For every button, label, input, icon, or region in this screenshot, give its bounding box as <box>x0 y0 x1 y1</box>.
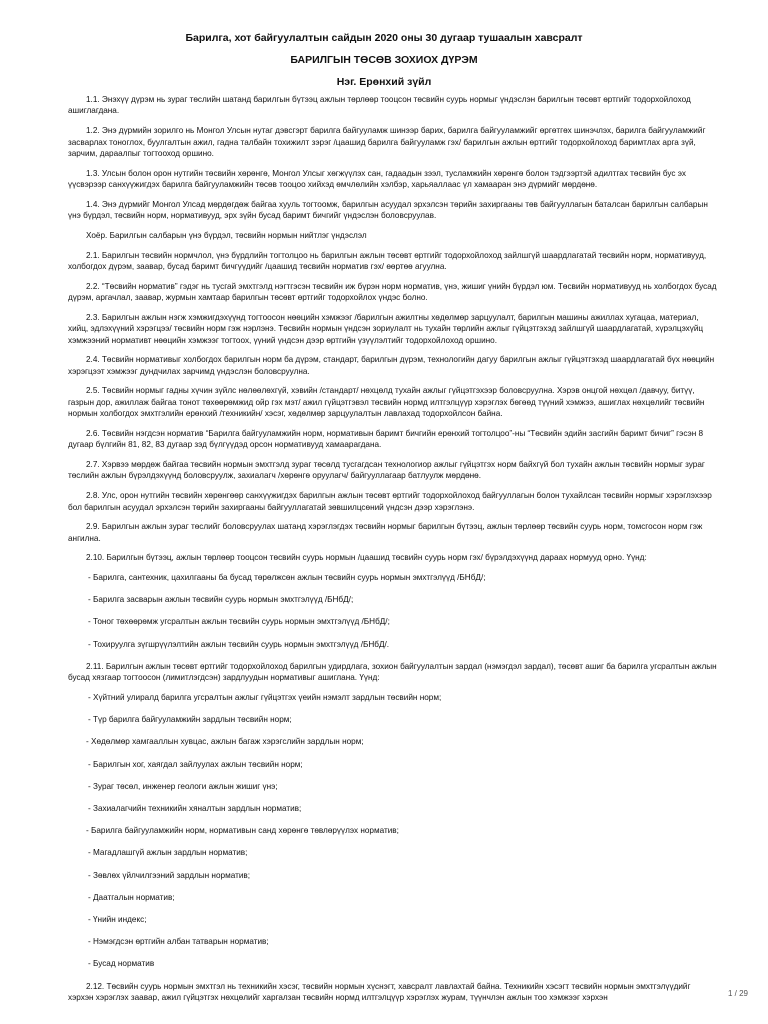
paragraph-1-4: 1.4. Энэ дүрмийг Монгол Улсад мөрдөгдөж байгаа хууль тогтоомж, барилгын асуудал эрхэлсэн төрийн захиргааны төв байгууллагын баталсан барилгын салбарын үнэ бүрдэл, төсвийн норм, нормативууд, эрх зүйн бусад баримт бичгийг үндэслэн боловсруулав. <box>68 199 708 221</box>
document-body <box>68 94 718 1012</box>
paragraph-2-12: 2.12. Төсвийн суурь нормын эмхтгэл нь техникийн хэсэг, төсвийн нормын хүснэгт, хавсралт лавлахтай байна. Техникийн хэсэгт төсвийн нормын эмхтгэлүүдийг хэрхэн хэрэглэх заавар, ажил гүйцэтгэх нөхцөлийг харгалзан төсвийн нормд илтгэлцүүр хэрэглэх журам, түүнчлэн ажлын тоо хэмжээг хэрхэн <box>68 981 691 1003</box>
paragraph-2-7: 2.7. Хэрвээ мөрдөж байгаа төсвийн нормын эмхтгэлд зураг төсөлд тусгагдсан технологиор ажлыг гүйцэтгэх норм байхгүй бол тухайн ажлын төсвийн нормыг зураг төслийн ажлын бүрэлдэхүүнд боловсруулж, захиалагч /хөрөнгө оруулагч/ байгууллагаар батлуулж мөрдөнө. <box>68 460 705 481</box>
list-item: - Хүйтний улиралд барилга угсралтын ажлыг гүйцэтгэх үеийн нэмэлт зардлын төсвийн норм; <box>88 692 442 702</box>
paragraph-2-10: 2.10. Барилгын бүтээц, ажлын төрлөөр тооцсон төсвийн суурь нормын /цаашид төсвийн суурь норм гэх/ бүрэлдэхүүнд дараах нормууд орно. Үүнд: <box>86 553 647 563</box>
list-item: - Магадлашгүй ажлын зардлын норматив; <box>88 848 248 858</box>
paragraph-1-3: 1.3. Улсын болон орон нутгийн төсвийн хөрөнгө, Монгол Улсыг хөгжүүлэх сан, гадаадын зээл, тусламжийн хөрөнгө болон тэдгээртэй адилтгах төсвийн бус эх үүсвэрээр санхүүжигдэх барилга байгууламжийн төсөв тооцоо хийхэд өмчлөлийн хэлбэр, харьяаллаас үл хамааран энэ дүрмийг мөрдөнө. <box>68 168 686 190</box>
paragraph-2-6: 2.6. Төсвийн нэгдсэн норматив “Барилга байгууламжийн норм, нормативын баримт бичгийн ерөнхий тогтолцоо”-ны “Төсвийн эдийн засгийн баримт бичиг” гэсэн 8 дугаар бүлгийн 81, 82, 83 дугаар зэд бүлгүүдэд орсон нормативууд хамаарагдана. <box>68 428 704 450</box>
paragraph-2-9: 2.9. Барилгын ажлын зураг төслийг боловсруулах шатанд хэрэглэгдэх төсвийн нормыг барилгын бүтээц, ажлын төрлөөр төсвийн суурь норм, томсгосон норм гэж ангилна. <box>68 522 703 543</box>
paragraph-2-1: 2.1. Барилгын төсвийн нормчлол, үнэ бүрдлийн тогтолцоо нь барилгын ажлын төсөвт өртгийг тодорхойлоход зайлшгүй шаардлагатай төсвийн норм, нормативууд, холбогдох дүрэм, заавар, бусад баримт бичгүүдийг /цаашид төсвийн норматив гэх/ өөртөө агуулна. <box>68 250 707 271</box>
section-two-heading: Хоёр. Барилгын салбарын үнэ бүрдэл, төсвийн нормын нийтлэг үндэслэл <box>86 230 367 240</box>
page-number: 1 / 29 <box>727 989 748 998</box>
list-item: - Түр барилга байгууламжийн зардлын төсвийн норм; <box>88 715 292 725</box>
resolution-header: Барилга, хот байгуулалтын сайдын 2020 оны 30 дугаар тушаалын хавсралт <box>185 32 583 44</box>
list-item: - Бусад норматив <box>88 959 155 969</box>
list-item: - Барилга, сантехник, цахилгааны ба бусад төрөлжсөн ажлын төсвийн суурь нормын эмхтгэлүүд /БНбД/; <box>88 573 486 583</box>
paragraph-2-5: 2.5. Төсвийн нормыг гадны хүчин зүйлс нөлөөлөхгүй, хэвийн /стандарт/ нөхцөлд тухайн ажлыг гүйцэтгэхээр боловсруулна. Хэрэв онцгой нөхцөл /давчуу, битүү, газрын дор, ажиллаж байгаа тонот төхөөрөмжид ойр гэх мэт/ ажил гүйцэтгэвэл төсвийн нормд илтгэлцүүр хэрэглэх бөгөөд түүний хэмжээ, ашиглах нөхцөлийг төсвийн нормын холбогдох эмхтгэлийн ерөнхий /техникийн/ хэсэг, хөдөлмөр зарцуулалтын лавлахад тодорхойлсон байна. <box>68 386 705 419</box>
list-item: - Хөдөлмөр хамгааллын хувцас, ажлын багаж хэрэгслийн зардлын норм; <box>86 737 364 747</box>
list-item: - Нэмэгдсэн өртгийн албан татварын норматив; <box>88 937 269 947</box>
section-heading: Нэг. Ерөнхий зүйл <box>336 76 432 88</box>
list-item: - Барилга засварын ажлын төсвийн суурь нормын эмхтгэлүүд /БНбД/; <box>88 595 354 605</box>
paragraph-2-4: 2.4. Төсвийн нормативыг холбогдох барилгын норм ба дүрэм, стандарт, барилгын дүрэм, технологийн дагуу барилгын ажлыг гүйцэтгэхэд шаардлагатай бүх нөөцийн хэрэгцээт хэмжээг дундчилах зарчимд үндэслэн боловсруулна. <box>68 355 715 376</box>
paragraph-2-8: 2.8. Улс, орон нутгийн төсвийн хөрөнгөөр санхүүжигдэх барилгын ажлын төсөвт өртгийг тодорхойлоход байгууллагын болон тухайлсан төсвийн нормыг хэрэглэхээр бол барилгын асуудал эрхэлсэн төрийн захиргааны байгууллагатай зөвшилцсөний үндсэн дээр хэрэглэнэ. <box>68 491 712 512</box>
paragraph-2-3: 2.3. Барилгын ажлын нэгж хэмжигдэхүүнд тогтоосон нөөцийн хэмжээг /барилгын ажилтны хөдөлмөр зарцуулалт, барилгын машины ажиллах хугацаа, материал, хийц, эдлэхүүний хэрэгцээ/ төсвийн норм гэж нэрлэнэ. Төсвийн нормын үндсэн зориулалт нь тухайн төрлийн ажлыг гүйцэтгэхэд зайлшгүй шаардлагатай, хүрэлцэхүйц хэмжээний нормативт нөөцийн хэмжээг тогтоох, үүний үндсэн дээр өртгийн үзүүлэлтийг тодорхойлоход оршино. <box>68 312 704 345</box>
list-item: - Зөвлөх үйлчилгээний зардлын норматив; <box>88 870 251 880</box>
list-item: - Барилгын хог, хаягдал зайлуулах ажлын төсвийн норм; <box>88 759 303 769</box>
list-item: - Зураг төсөл, инженер геологи ажлын жишиг үнэ; <box>88 781 278 791</box>
document-title: БАРИЛГЫН ТӨСӨВ ЗОХИОХ ДҮРЭМ <box>290 54 478 66</box>
list-item: - Даатгалын норматив; <box>88 892 175 902</box>
paragraph-2-11: 2.11. Барилгын ажлын төсөвт өртгийг тодорхойлоход барилгын удирдлага, зохион байгуулалтын зардал (нэмэгдэл зардал), төсөвт ашиг ба барилга угсралтын ажлын бусад хязгаар тогтоосон (лимитлэгдсэн) зардлуудын нормативыг ашиглана. Үүнд: <box>68 661 717 683</box>
list-item: - Барилга байгууламжийн норм, нормативын санд хөрөнгө төвлөрүүлэх норматив; <box>86 826 399 836</box>
paragraph-2-2: 2.2. “Төсвийн норматив” гэдэг нь тусгай эмхтгэлд нэгтгэсэн төсвийн иж бүрэн норм норматив, үнэ, жишиг үнийн бүрдэл юм. Төсвийн нормативууд нь холбогдох бусад дүрэм, аргачлал, заавар, журмын хамтаар барилгын төсөвт өртгийг тодорхойлох үндэс болно. <box>68 281 717 303</box>
paragraph-1-1: 1.1. Энэхүү дүрэм нь зураг төслийн шатанд барилгын бүтээц ажлын төрлөөр тооцсон төсвийн суурь нормыг үндэслэн барилгын төсөвт өртгийг тодорхойлоход ашиглагдана. <box>68 95 691 116</box>
paragraph-1-2: 1.2. Энэ дүрмийн зорилго нь Монгол Улсын нутаг дэвсгэрт барилга байгууламж шинээр барих, барилга байгууламжийг өргөтгөх шинэчлэх, барилга байгууламжийг засварлах тоноглох, буулгалтын ажил, гадна талбайн тохижилт зэрэг /цаашид барилга байгууламж гэх/ барилгын ажлын өртгийг тодорхойлоход баримтлах арга зүй, зарчим, дараалпыг тогтооход оршино. <box>68 126 706 158</box>
list-item: - Тоног төхөөрөмж угсралтын ажлын төсвийн суурь нормын эмхтгэлүүд /БНбД/; <box>88 617 390 627</box>
list-item: - Захиалагчийн техникийн хяналтын зардлын норматив; <box>88 803 302 813</box>
list-item: - Тохируулга зүгшрүүлэлтийн ажлын төсвийн суурь нормын эмхтгэлүүд /БНбД/. <box>88 639 390 649</box>
list-item: - Үнийн индекс; <box>88 915 147 924</box>
